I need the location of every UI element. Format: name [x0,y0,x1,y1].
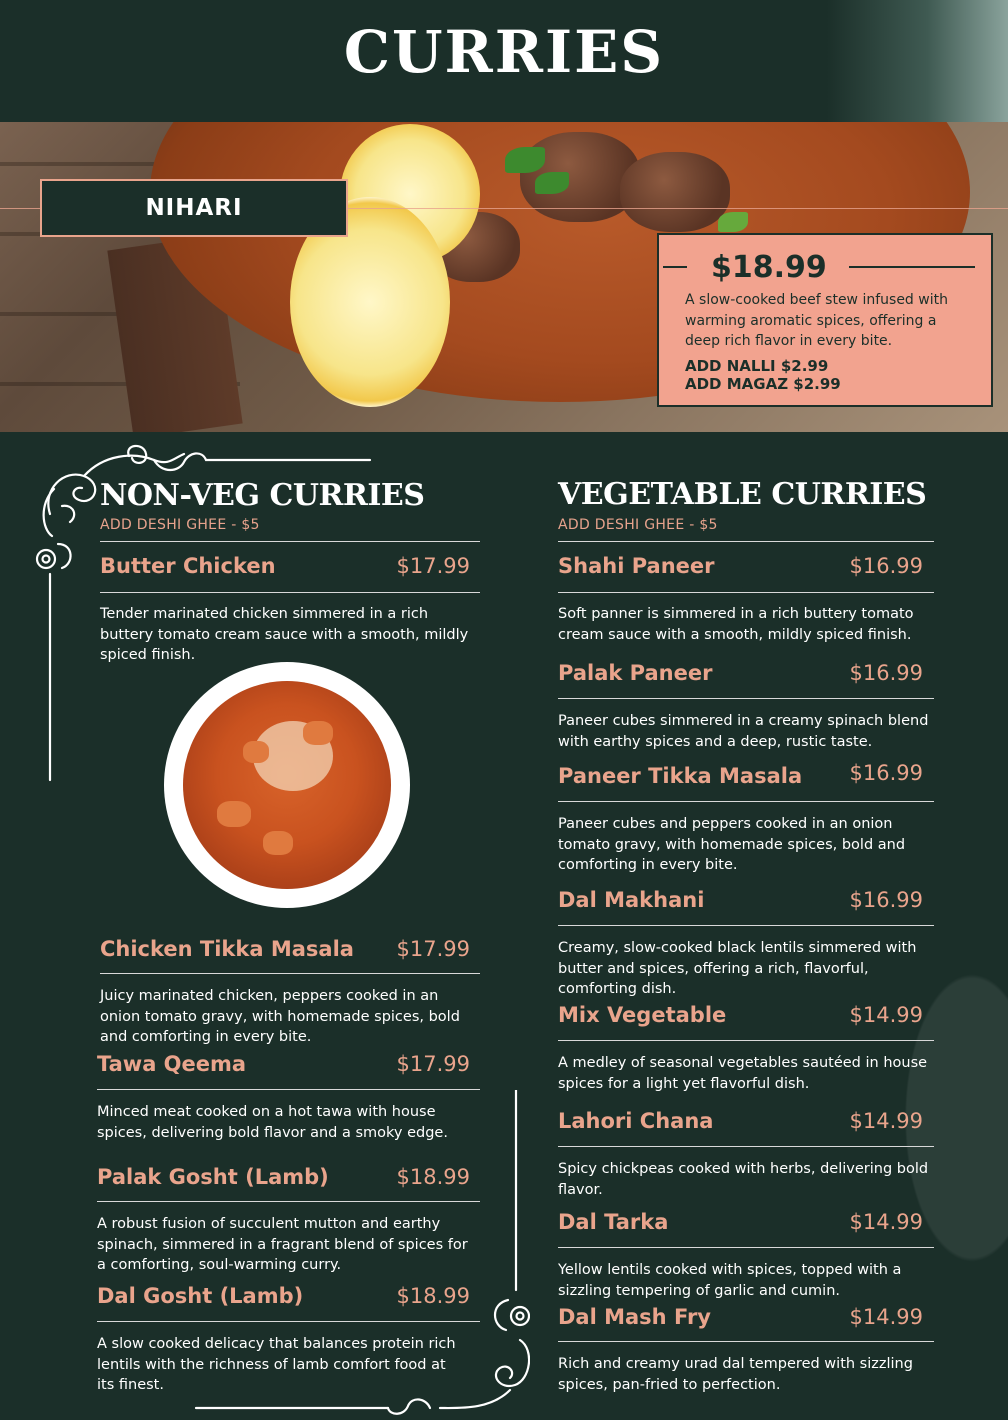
item-price-palak-paneer: $16.99 [849,661,923,685]
divider [558,925,934,926]
item-price-lahori-chana: $14.99 [849,1109,923,1133]
item-desc-butter-chicken: Tender marinated chicken simmered in a rich buttery tomato cream sauce with a smooth, mildly spiced finish. [100,606,469,663]
item-name-chicken-tikka-masala: Chicken Tikka Masala [100,937,354,961]
item-desc-lahori-chana: Spicy chickpeas cooked with herbs, delivering bold flavor. [558,1161,929,1198]
featured-description: A slow-cooked beef stew infused with warming aromatic spices, offering a deep rich flavor in every bite. [685,292,948,349]
divider [558,801,934,802]
page-title: CURRIES [343,18,665,86]
item-desc-shahi-paneer: Soft panner is simmered in a rich buttery tomato cream sauce with a smooth, mildly spiced finish. [558,606,914,643]
item-price-shahi-paneer: $16.99 [849,554,923,578]
item-name-butter-chicken: Butter Chicken [100,554,276,578]
item-desc-dal-tarka: Yellow lentils cooked with spices, topped with a sizzling tempering of garlic and cumin. [558,1262,902,1299]
item-name-mix-vegetable: Mix Vegetable [558,1003,727,1027]
item-price-dal-mash-fry: $14.99 [849,1305,923,1329]
item-desc-chicken-tikka-masala: Juicy marinated chicken, peppers cooked in an onion tomato gravy, with homemade spices, bold and comforting in every bite. [100,988,460,1045]
divider [558,1040,934,1041]
divider [100,592,480,593]
item-name-dal-mash-fry: Dal Mash Fry [558,1305,711,1329]
butter-chicken-photo [164,662,410,908]
nonveg-note: ADD DESHI GHEE - $5 [100,517,260,533]
item-price-dal-gosht: $18.99 [396,1284,470,1308]
item-name-dal-makhani: Dal Makhani [558,888,705,912]
item-desc-palak-paneer: Paneer cubes simmered in a creamy spinach blend with earthy spices and a deep, rustic taste. [558,713,929,750]
item-price-chicken-tikka-masala: $17.99 [396,937,470,961]
divider [97,1321,480,1322]
item-desc-dal-mash-fry: Rich and creamy urad dal tempered with sizzling spices, pan-fried to perfection. [558,1356,913,1393]
divider [100,541,480,542]
item-name-paneer-tikka-masala: Paneer Tikka Masala [558,764,803,788]
featured-card [657,233,993,407]
divider [558,698,934,699]
addon-magaz: ADD MAGAZ $2.99 [685,374,841,393]
item-desc-paneer-tikka-masala: Paneer cubes and peppers cooked in an onion tomato gravy, with homemade spices, bold and comforting in every bite. [558,816,906,873]
divider [558,1146,934,1147]
item-price-dal-makhani: $16.99 [849,888,923,912]
divider [558,592,934,593]
item-desc-mix-vegetable: A medley of seasonal vegetables sautéed in house spices for a light yet flavorful dish. [558,1055,928,1092]
nonveg-title: NON-VEG CURRIES [100,478,425,513]
featured-name: NIHARI [145,195,243,221]
divider [97,1201,480,1202]
item-name-palak-paneer: Palak Paneer [558,661,713,685]
item-name-dal-gosht: Dal Gosht (Lamb) [97,1284,304,1308]
divider [558,1341,934,1342]
item-name-tawa-qeema: Tawa Qeema [97,1052,247,1076]
item-price-butter-chicken: $17.99 [396,554,470,578]
item-desc-dal-makhani: Creamy, slow-cooked black lentils simmered with butter and spices, offering a rich, flavorful, comforting dish. [558,940,917,997]
veg-note: ADD DESHI GHEE - $5 [558,517,718,533]
divider [97,1089,480,1090]
featured-price: $18.99 [711,249,827,285]
veg-title: VEGETABLE CURRIES [558,477,927,512]
item-name-lahori-chana: Lahori Chana [558,1109,714,1133]
item-name-dal-tarka: Dal Tarka [558,1210,669,1234]
item-desc-tawa-qeema: Minced meat cooked on a hot tawa with house spices, delivering bold flavor and a smoky edge. [97,1104,448,1141]
divider [558,1247,934,1248]
divider [100,973,480,974]
item-name-shahi-paneer: Shahi Paneer [558,554,715,578]
item-price-mix-vegetable: $14.99 [849,1003,923,1027]
item-price-paneer-tikka-masala: $16.99 [849,761,923,785]
item-desc-palak-gosht: A robust fusion of succulent mutton and earthy spinach, simmered in a fragrant blend of spices for a comforting, soul-warming curry. [97,1216,468,1273]
item-price-palak-gosht: $18.99 [396,1165,470,1189]
divider [558,541,934,542]
addon-nalli: ADD NALLI $2.99 [685,356,829,375]
item-price-dal-tarka: $14.99 [849,1210,923,1234]
item-name-palak-gosht: Palak Gosht (Lamb) [97,1165,329,1189]
item-desc-dal-gosht: A slow cooked delicacy that balances protein rich lentils with the richness of lamb comfort food at its finest. [97,1336,456,1393]
item-price-tawa-qeema: $17.99 [396,1052,470,1076]
featured-name-plate [40,179,348,237]
